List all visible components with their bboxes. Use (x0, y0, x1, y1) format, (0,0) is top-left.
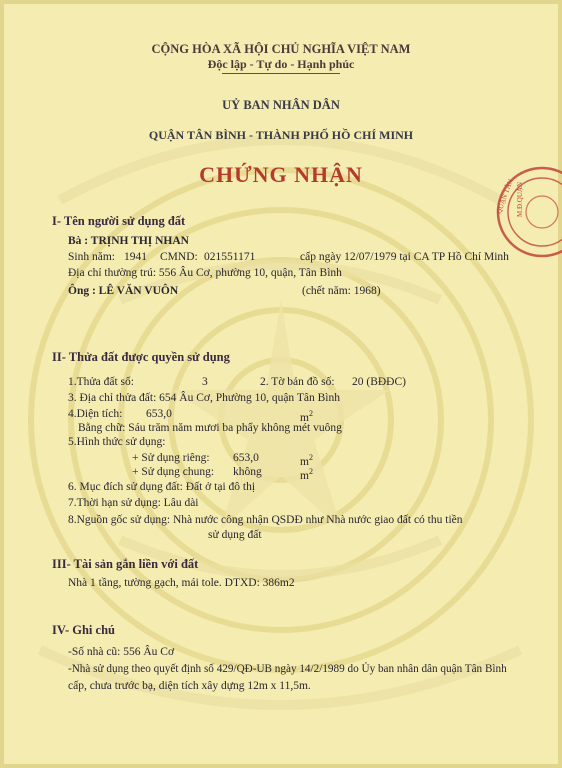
permanent-address: Địa chỉ thường trú: 556 Âu Cơ, phường 10, quận, Tân Bình (68, 267, 342, 279)
birth-year-label: Sinh năm: (68, 251, 115, 263)
usage-form-label: 5.Hình thức sử dụng: (68, 436, 166, 448)
district-heading: QUẬN TÂN BÌNH - THÀNH PHỐ HỒ CHÍ MINH (148, 128, 414, 142)
common-use-unit: $m^2$ (300, 467, 313, 482)
private-use-unit: $m^2$ (300, 453, 313, 468)
usage-origin: 8.Nguồn gốc sử dụng: Nhà nước công nhận QSDĐ như Nhà nước giao đất có thu tiền (68, 514, 463, 526)
owner-2-note: (chết năm: 1968) (302, 285, 381, 297)
note-old-house-number: -Số nhà cũ: 556 Âu Cơ (68, 646, 175, 658)
land-purpose: 6. Mục đích sử dụng đất: Đất ở tại đô thị (68, 481, 256, 493)
committee-heading: UỶ BAN NHÂN DÂN (222, 98, 340, 112)
note-decision: -Nhà sử dụng theo quyết định số 429/QĐ-UB ngày 14/2/1989 do Ủy ban nhân dân quận Tân Bình (68, 663, 507, 675)
republic-heading: CỘNG HÒA XÃ HỘI CHỦ NGHĨA VIỆT NAM (151, 42, 411, 56)
motto-underline (222, 73, 340, 74)
svg-text:QUẬN TÂN: QUẬN TÂN (494, 178, 515, 215)
section-4-heading: IV- Ghi chú (52, 623, 115, 637)
id-number: 021551171 (204, 251, 256, 263)
area-value: 653,0 (146, 408, 172, 420)
map-sheet-label: 2. Tờ bản đồ số: (260, 376, 335, 388)
owner-2-name: Ông : LÊ VĂN VUÔN (68, 285, 179, 297)
parcel-label: 1.Thửa đất số: (68, 376, 134, 388)
private-use-value: 653,0 (233, 452, 259, 464)
id-issued: cấp ngày 12/07/1979 tại CA TP Hồ Chí Minh (300, 251, 509, 263)
common-use-value: không (233, 466, 262, 478)
section-1-heading: I- Tên người sử dụng đất (52, 214, 186, 228)
note-decision-continued: cấp, chưa trước bạ, diện tích xây dựng 12m x 11,5m. (68, 680, 311, 692)
certificate-title: CHỨNG NHẬN (199, 162, 363, 187)
area-label: 4.Diện tích: (68, 408, 123, 420)
owner-1-name: Bà : TRỊNH THỊ NHAN (68, 235, 189, 247)
parcel-address: 3. Địa chỉ thửa đất: 654 Âu Cơ, Phường 10, quận Tân Bình (68, 392, 340, 404)
area-unit: $m^2$ (300, 409, 313, 424)
svg-text:M.Đ.QUẬN: M.Đ.QUẬN (516, 182, 524, 217)
parcel-number: 3 (202, 376, 208, 388)
id-label: CMND: (160, 251, 198, 263)
section-3-heading: III- Tài sản gắn liền với đất (52, 557, 199, 571)
area-in-words: Bằng chữ: Sáu trăm năm mươi ba phẩy không mét vuông (78, 422, 342, 434)
birth-year-value: 1941 (124, 251, 147, 263)
usage-term: 7.Thời hạn sử dụng: Lâu dài (68, 497, 199, 509)
section-2-heading: II- Thửa đất được quyền sử dụng (52, 350, 230, 364)
private-use-label: + Sử dụng riêng: (132, 452, 210, 464)
map-sheet-number: 20 (BĐĐC) (352, 376, 406, 388)
attached-assets: Nhà 1 tầng, tường gạch, mái tole. DTXD: 386m2 (68, 577, 295, 589)
usage-origin-continued: sử dụng đất (208, 529, 262, 541)
common-use-label: + Sử dụng chung: (132, 466, 215, 478)
motto: Độc lập - Tự do - Hạnh phúc (207, 57, 355, 71)
